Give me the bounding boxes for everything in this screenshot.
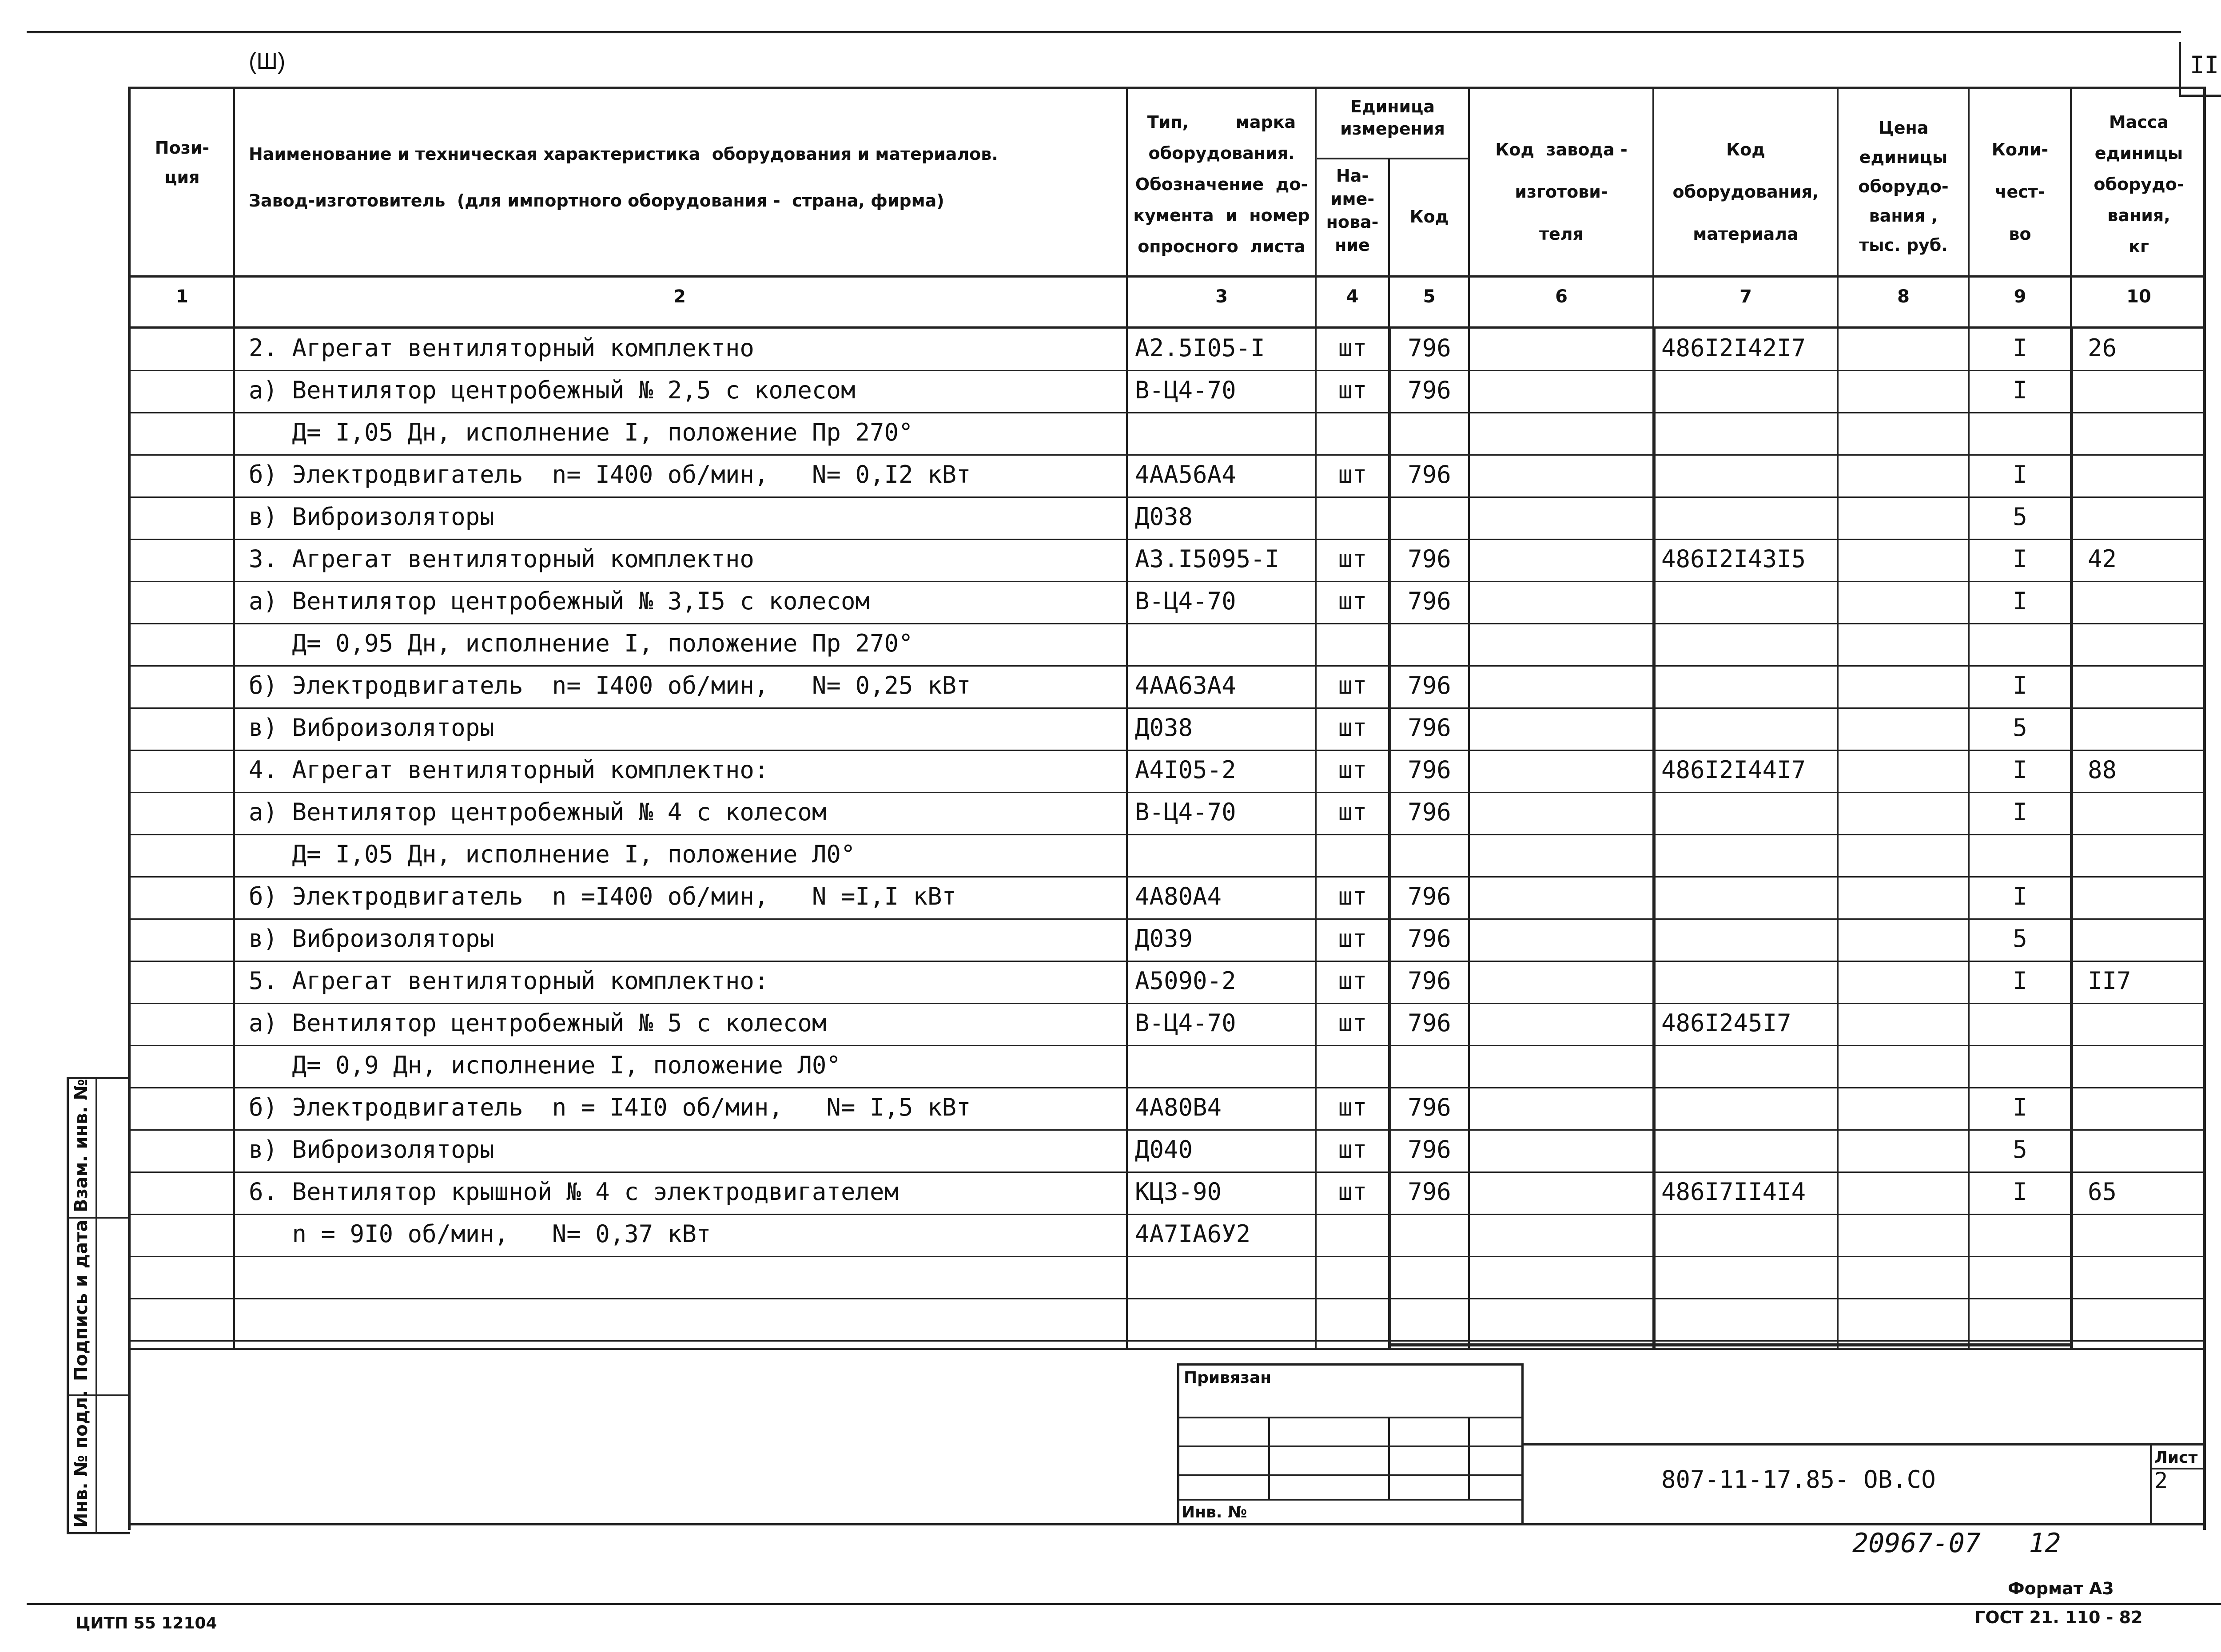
cell-unit-code: 796 [1408,1009,1451,1037]
cell-name: б) Электродвигатель n =I400 об/мин, N =I,I кВт [249,882,957,910]
handwritten-number: 20967-07 12 [1852,1528,2061,1559]
cell-mass: 42 [2088,545,2117,573]
top-rule [27,31,2181,33]
col-num-10: 10 [2126,286,2151,307]
cell-unit: шт [1338,798,1367,826]
cell-type: А5090-2 [1135,967,1236,995]
cell-equip-code: 486I2I42I7 [1661,334,1806,362]
header-name: Наименование и техническая характеристика оборудования и материалов. Завод-изготовитель (для импортного оборудования - страна, фирма) [249,144,998,210]
cell-unit: шт [1338,756,1367,784]
cell-unit: шт [1338,376,1367,404]
cell-type: КЦ3-90 [1135,1178,1222,1206]
cell-mass: 88 [2088,756,2117,784]
cell-unit-code: 796 [1408,461,1451,488]
cell-qty: I [2013,798,2027,826]
row-rule [128,918,2206,920]
cell-qty: I [2013,461,2027,488]
cell-unit: шт [1338,1178,1367,1206]
cell-equip-code: 486I2I44I7 [1661,756,1806,784]
cell-type: В-Ц4-70 [1135,1009,1236,1037]
row-rule [128,1340,2206,1342]
cell-mass: II7 [2088,967,2131,995]
cell-name: в) Виброизоляторы [249,503,494,531]
cell-qty: I [2013,967,2027,995]
row-rule [128,496,2206,498]
cell-unit-code: 796 [1408,671,1451,699]
cell-name: б) Электродвигатель n = I4I0 об/мин, N= I,5 кВт [249,1093,971,1121]
cell-type: Д039 [1135,925,1193,953]
cell-type: В-Ц4-70 [1135,798,1236,826]
cell-type: А4I05-2 [1135,756,1236,784]
col-num-4: 4 [1346,286,1359,307]
cell-qty: I [2013,587,2027,615]
cell-type: В-Ц4-70 [1135,376,1236,404]
gost-label: ГОСТ 21. 110 - 82 [1974,1608,2143,1627]
header-type: Тип, марка оборудования. Обозначение до- кумента и номер опросного листа [1133,112,1310,256]
col-num-3: 3 [1215,286,1228,307]
cell-equip-code: 486I245I7 [1661,1009,1791,1037]
col-num-6: 6 [1555,286,1568,307]
cell-mass: 26 [2088,334,2117,362]
cell-unit-code: 796 [1408,798,1451,826]
cell-unit: шт [1338,545,1367,573]
cell-name: Д= 0,95 Дн, исполнение I, положение Пр 270° [249,629,913,657]
cell-unit: шт [1338,461,1367,488]
cell-unit-code: 796 [1408,587,1451,615]
cell-unit-code: 796 [1408,1093,1451,1121]
cell-unit: шт [1338,1093,1367,1121]
row-rule [128,454,2206,456]
row-rule [128,1256,2206,1257]
row-rule [128,834,2206,835]
row-rule [128,412,2206,413]
cell-name: а) Вентилятор центробежный № 3,I5 с колесом [249,587,870,615]
row-rule [128,961,2206,962]
cell-equip-code: 486I2I43I5 [1661,545,1806,573]
cell-name: 3. Агрегат вентиляторный комплектно [249,545,754,573]
header-unit: Единица измерения [1340,97,1445,139]
cell-unit-code: 796 [1408,1178,1451,1206]
header-equip-code: Код оборудования, материала [1672,140,1819,244]
cell-unit: шт [1338,925,1367,953]
header-quantity: Коли- чест- во [1991,140,2049,244]
row-rule [128,1298,2206,1299]
cell-mass: 65 [2088,1178,2117,1206]
cell-qty: I [2013,671,2027,699]
header-mass: Масса единицы оборудо- вания, кг [2094,112,2184,256]
citp-label: ЦИТП 55 12104 [76,1614,217,1632]
cell-name: в) Виброизоляторы [249,1136,494,1164]
cell-name: в) Виброизоляторы [249,714,494,742]
row-rule [128,1129,2206,1131]
cell-qty: I [2013,1178,2027,1206]
row-rule [128,370,2206,371]
cell-qty: 5 [2013,714,2027,742]
stamp-privyazan: Привязан [1184,1369,1272,1387]
side-label-inv-podl: Инв. № подл. [71,1390,92,1528]
cell-unit: шт [1338,967,1367,995]
row-rule [128,1171,2206,1173]
cell-unit: шт [1338,587,1367,615]
header-position: Пози- ция [155,138,210,187]
col-num-2: 2 [673,286,686,307]
cell-name: n = 9I0 об/мин, N= 0,37 кВт [249,1220,711,1248]
cell-unit: шт [1338,334,1367,362]
cell-type: Д038 [1135,503,1193,531]
row-rule [128,707,2206,709]
frame-left [128,87,131,1530]
cell-equip-code: 486I7II4I4 [1661,1178,1806,1206]
cell-type: 4А7IА6У2 [1135,1220,1251,1248]
cell-name: 6. Вентилятор крышной № 4 с электродвигателем [249,1178,899,1206]
cell-qty: 5 [2013,503,2027,531]
cell-qty: I [2013,1093,2027,1121]
cell-unit-code: 796 [1408,545,1451,573]
cell-name: Д= I,05 Дн, исполнение I, положение Пр 270° [249,418,913,446]
cell-qty: I [2013,334,2027,362]
cell-type: В-Ц4-70 [1135,587,1236,615]
col-num-7: 7 [1739,286,1752,307]
row-rule [128,1003,2206,1004]
side-label-vzam-inv: Взам. инв. № [71,1079,92,1212]
cell-type: Д040 [1135,1136,1193,1164]
cell-type: 4АА63А4 [1135,671,1236,699]
cell-type: 4А80А4 [1135,882,1222,910]
cell-type: 4А80В4 [1135,1093,1222,1121]
cell-name: Д= 0,9 Дн, исполнение I, положение Л0° [249,1051,841,1079]
cell-unit-code: 796 [1408,714,1451,742]
row-rule [128,792,2206,793]
row-rule [128,581,2206,582]
row-rule [128,1045,2206,1046]
header-unit-code: Код [1409,207,1449,226]
cell-type: 4АА56А4 [1135,461,1236,488]
cell-name: 2. Агрегат вентиляторный комплектно [249,334,754,362]
row-rule [128,750,2206,751]
cell-unit: шт [1338,671,1367,699]
header-unit-name: На- име- нова- ние [1326,166,1379,255]
col-num-5: 5 [1423,286,1436,307]
cell-type: Д038 [1135,714,1193,742]
row-rule [128,623,2206,624]
cell-name: б) Электродвигатель n= I400 об/мин, N= 0,I2 кВт [249,461,971,488]
row-rule [128,1087,2206,1088]
cell-unit: шт [1338,882,1367,910]
cell-qty: I [2013,882,2027,910]
corner-box-bottom [2179,95,2221,97]
side-label-podpis-data: Подпись и дата [71,1219,92,1381]
cell-name: 4. Агрегат вентиляторный комплектно: [249,756,769,784]
cell-name: а) Вентилятор центробежный № 2,5 с колесом [249,376,856,404]
header-plant-code: Код завода - изготови- теля [1495,140,1628,244]
cell-name: 5. Агрегат вентиляторный комплектно: [249,967,769,995]
col-num-9: 9 [2014,286,2026,307]
cell-unit: шт [1338,1009,1367,1037]
cell-qty: I [2013,376,2027,404]
cell-qty: I [2013,545,2027,573]
cell-unit-code: 796 [1408,334,1451,362]
col-num-8: 8 [1897,286,1910,307]
cell-qty: 5 [2013,1136,2027,1164]
cell-qty: 5 [2013,925,2027,953]
sheet-marker: (Ш) [249,48,286,74]
row-rule [128,539,2206,540]
cell-unit-code: 796 [1408,1136,1451,1164]
cell-name: в) Виброизоляторы [249,925,494,953]
sheet-number: 2 [2154,1468,2168,1493]
cell-unit-code: 796 [1408,925,1451,953]
cell-name: а) Вентилятор центробежный № 5 с колесом [249,1009,827,1037]
cell-unit-code: 796 [1408,967,1451,995]
cell-unit: шт [1338,714,1367,742]
stamp-inv-no: Инв. № [1182,1503,1247,1521]
format-label: Формат А3 [2008,1579,2114,1598]
cell-type: А3.I5095-I [1135,545,1280,573]
frame-top [128,87,2206,89]
cell-name: а) Вентилятор центробежный № 4 с колесом [249,798,827,826]
cell-unit-code: 796 [1408,376,1451,404]
row-rule [128,876,2206,878]
row-rule [128,665,2206,667]
cell-unit-code: 796 [1408,882,1451,910]
header-price: Цена единицы оборудо- вания , тыс. руб. [1858,118,1949,255]
sheet-label: Лист [2154,1449,2198,1467]
cell-qty: I [2013,756,2027,784]
cell-type: А2.5I05-I [1135,334,1265,362]
col-num-1: 1 [176,286,188,307]
cell-unit: шт [1338,1136,1367,1164]
row-rule [128,1214,2206,1215]
cell-unit-code: 796 [1408,756,1451,784]
cell-name: б) Электродвигатель n= I400 об/мин, N= 0,25 кВт [249,671,971,699]
cell-name: Д= I,05 Дн, исполнение I, положение Л0° [249,840,856,868]
sheet-corner-number: II [2190,51,2219,79]
document-code: 807-11-17.85- ОВ.СО [1661,1465,1936,1493]
